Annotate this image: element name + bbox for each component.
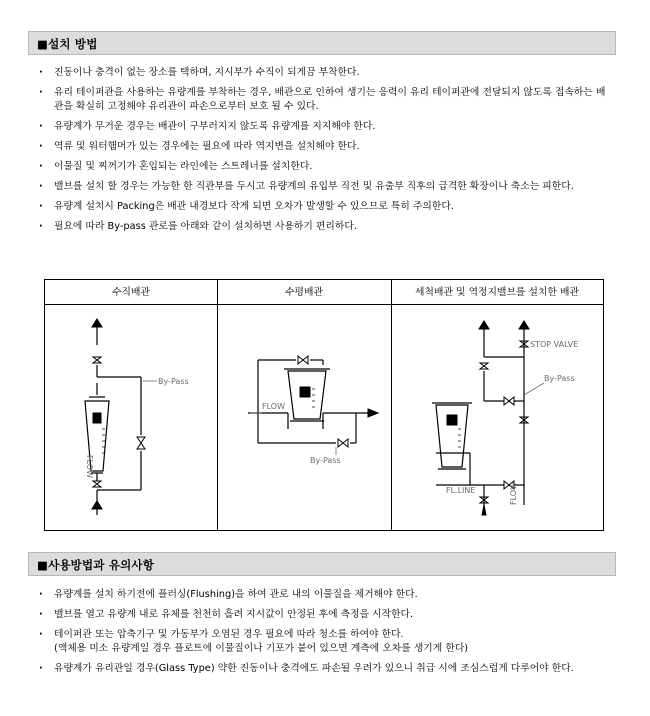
list-item: · 밸브를 열고 유량계 내로 유체를 천천히 흘려 지시값이 안정된 후에 측정을 시작한다.	[38, 608, 608, 622]
vertical-piping-diagram	[45, 305, 217, 530]
piping-diagram-table	[44, 279, 604, 531]
header-horizontal-piping: 수평배관	[217, 280, 391, 305]
list-item: · 이물질 및 찌꺼기가 혼입되는 라인에는 스트레너를 설치한다.	[38, 160, 608, 174]
bypass-label: By-Pass	[544, 374, 575, 383]
list-item: · 유량계가 무거운 경우는 배관이 구부러지지 않도록 유량계를 지지해야 한다.	[38, 120, 608, 134]
stop-valve-label: STOP VALVE	[530, 340, 579, 349]
cleaning-piping-diagram	[392, 305, 603, 530]
header-vertical-piping: 수직배관	[45, 280, 217, 305]
section-title-installation: ■설치 방법	[37, 37, 98, 51]
horizontal-piping-diagram	[218, 305, 391, 530]
list-item: · 유량계가 유리관일 경우(Glass Type) 약한 진동이나 충격에도 파손될 우려가 있으니 취급 시에 조심스럽게 다루어야 한다.	[38, 662, 608, 676]
list-item: · 테이퍼관 또는 압축기구 및 가동부가 오염된 경우 필요에 따라 청소를 하여야 한다. (액체용 미소 유량계일 경우 플로트에 이물질이나 기포가 붙어 있으면 계측에 오차를 생기게 한다)	[38, 628, 608, 656]
list-item: · 유량계 설치시 Packing은 배관 내경보다 작게 되면 오차가 발생할 수 있으므로 특히 주의한다.	[38, 200, 608, 214]
list-item: · 진동이나 충격이 없는 장소를 택하며, 지시부가 수직이 되게끔 부착한다.	[38, 66, 608, 80]
usage-list	[38, 588, 608, 682]
installation-list	[38, 66, 608, 240]
list-item: · 역류 및 워터햄머가 있는 경우에는 필요에 따라 역지변을 설치해야 한다.	[38, 140, 608, 154]
list-item: · 유리 테이퍼관을 사용하는 유량계를 부착하는 경우, 배관으로 인하여 생기는 응력이 유리 테이퍼관에 전달되지 않도록 접속하는 배관을 확실히 고정해야 유리관이 파손으로부터 보호 될 수 있다.	[38, 86, 608, 114]
flow-label: FLOW	[262, 402, 285, 411]
flow-label: FLOW	[509, 482, 518, 505]
section-title-usage: ■사용방법과 유의사항	[37, 558, 155, 572]
bypass-label: By-Pass	[310, 456, 341, 465]
flow-label: FLOW	[85, 455, 94, 478]
bypass-label: By-Pass	[158, 377, 189, 386]
header-cleaning-piping: 세척배관 및 역정지밸브를 설치한 배관	[391, 280, 603, 305]
section-header-installation	[28, 31, 616, 55]
list-item: · 필요에 따라 By-pass 관로를 아래와 같이 설치하면 사용하기 편리하다.	[38, 220, 608, 234]
list-item: · 밸브를 설치 할 경우는 가능한 한 직관부를 두시고 유량계의 유입부 직전 및 유출부 직후의 급격한 확장이나 축소는 피한다.	[38, 180, 608, 194]
fl-line-label: FL.LINE	[446, 486, 476, 495]
list-item: · 유량계를 설치 하기전에 플러싱(Flushing)을 하여 관로 내의 이물질을 제거해야 한다.	[38, 588, 608, 602]
section-header-usage	[28, 552, 616, 576]
